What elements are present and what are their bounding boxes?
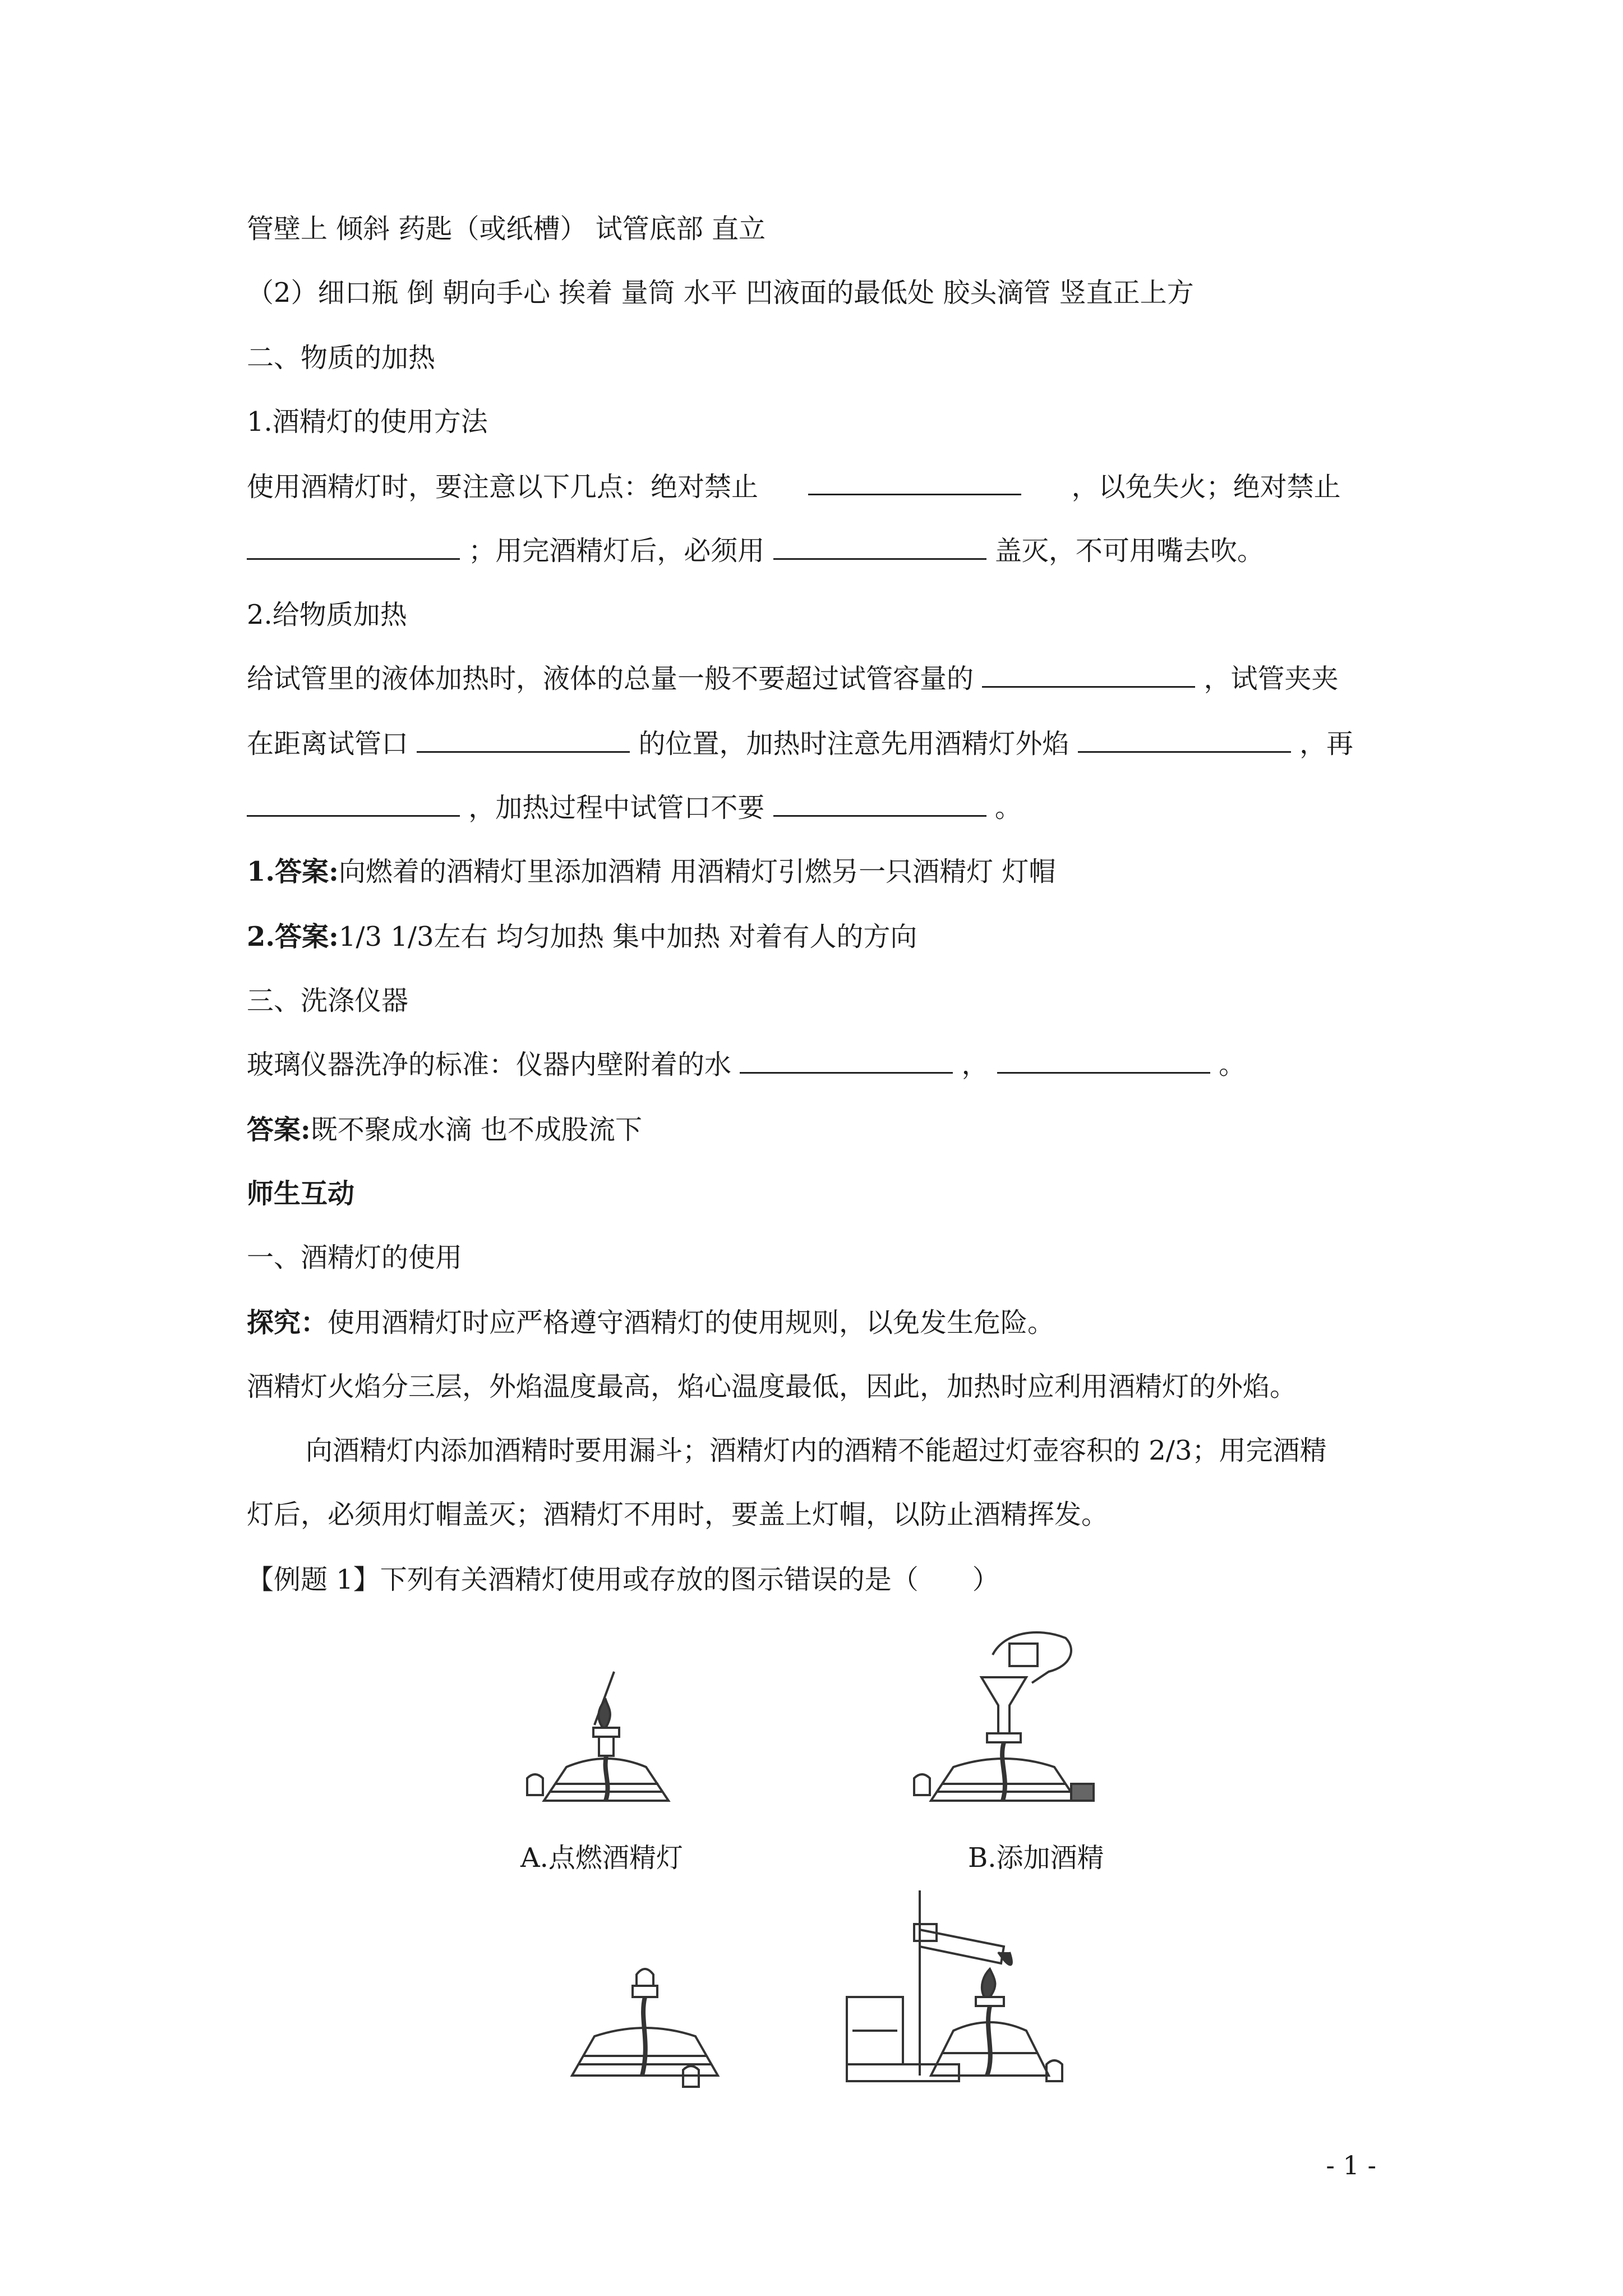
text: ，加热过程中试管口不要 (468, 792, 765, 823)
fill-blank (773, 535, 986, 560)
paragraph-line: 酒精灯火焰分三层，外焰温度最高，焰心温度最低，因此，加热时应利用酒精灯的外焰。 (247, 1371, 1297, 1402)
fill-blank (247, 535, 460, 560)
text: 使用酒精灯时，要注意以下几点：绝对禁止 (247, 471, 759, 503)
section-title: 师生互动 (247, 1178, 355, 1209)
paragraph-line (247, 470, 1391, 504)
figure-a-caption: A.点燃酒精灯 (520, 1842, 683, 1874)
text: ， (961, 1049, 989, 1080)
fill-blank (773, 792, 986, 817)
text: 使用酒精灯时应严格遵守酒精灯的使用规则，以免发生危险。 (328, 1307, 1055, 1338)
fill-blank (417, 728, 630, 753)
answer-label: 2.答案: (247, 921, 339, 953)
text-line: （2）细口瓶 倒 朝向手心 挨着 量筒 水平 凹液面的最低处 胶头滴管 竖直正上方 (247, 277, 1194, 309)
answer-text: 1/3 1/3左右 均匀加热 集中加热 对着有人的方向 (338, 921, 917, 953)
paragraph-line: 灯后，必须用灯帽盖灭；酒精灯不用时，要盖上灯帽，以防止酒精挥发。 (247, 1499, 1109, 1530)
fill-blank (808, 470, 1021, 495)
text: 盖灭，不可用嘴去吹。 (994, 535, 1264, 567)
answer-text: 既不聚成水滴 也不成股流下 (310, 1114, 642, 1145)
fill-blank (740, 1048, 953, 1074)
answer-text: 向燃着的酒精灯里添加酒精 用酒精灯引燃另一只酒精灯 灯帽 (338, 856, 1056, 887)
fill-blank (247, 792, 460, 817)
figure-b-caption: B.添加酒精 (968, 1842, 1104, 1874)
answer-label: 1.答案: (247, 856, 339, 887)
fill-blank (1078, 728, 1291, 753)
text: ，再 (1299, 728, 1354, 760)
example-question: 【例题 1】下列有关酒精灯使用或存放的图示错误的是（ ） (247, 1564, 999, 1595)
text: ；用完酒精灯后，必须用 (468, 535, 765, 567)
text: ，以免失火；绝对禁止 (1071, 471, 1341, 503)
text: 。 (1219, 1049, 1246, 1080)
answer-line (247, 855, 1055, 889)
subheading: 1.酒精灯的使用方法 (247, 406, 488, 438)
explore-label: 探究： (247, 1307, 328, 1338)
fill-blank (997, 1048, 1210, 1074)
text: 的位置，加热时注意先用酒精灯外焰 (638, 728, 1069, 760)
heading: 一、酒精灯的使用 (247, 1242, 463, 1273)
paragraph-line (247, 727, 1353, 761)
text: 。 (994, 792, 1022, 823)
paragraph-line (247, 791, 1022, 825)
answer-line (247, 1113, 642, 1147)
paragraph-line: 向酒精灯内添加酒精时要用漏斗；酒精灯内的酒精不能超过灯壶容积的 2/3；用完酒精 (306, 1435, 1327, 1466)
paragraph-line (247, 534, 1264, 568)
figure-c-lamp-storage (561, 1952, 740, 2098)
paragraph-line (247, 662, 1339, 696)
text: 在距离试管口 (247, 728, 409, 760)
paragraph-line (247, 1306, 1054, 1340)
subheading: 2.给物质加热 (247, 599, 407, 631)
text: 玻璃仪器洗净的标准：仪器内壁附着的水 (247, 1049, 732, 1080)
figure-d-heating-setup (836, 1885, 1071, 2098)
paragraph-line (247, 1048, 1246, 1082)
fill-blank (982, 662, 1195, 688)
text: 给试管里的液体加热时，液体的总量一般不要超过试管容量的 (247, 663, 974, 694)
heading: 二、物质的加热 (247, 342, 436, 374)
answer-line (247, 920, 917, 954)
page-number: - 1 - (1326, 2150, 1376, 2180)
answer-label: 答案: (247, 1114, 311, 1145)
text-line: 管壁上 倾斜 药匙（或纸槽） 试管底部 直立 (247, 213, 766, 245)
figure-a-lamp-lighting (522, 1660, 723, 1829)
text: ，试管夹夹 (1204, 663, 1339, 694)
heading: 三、洗涤仪器 (247, 985, 409, 1016)
figure-b-adding-alcohol (909, 1616, 1110, 1829)
